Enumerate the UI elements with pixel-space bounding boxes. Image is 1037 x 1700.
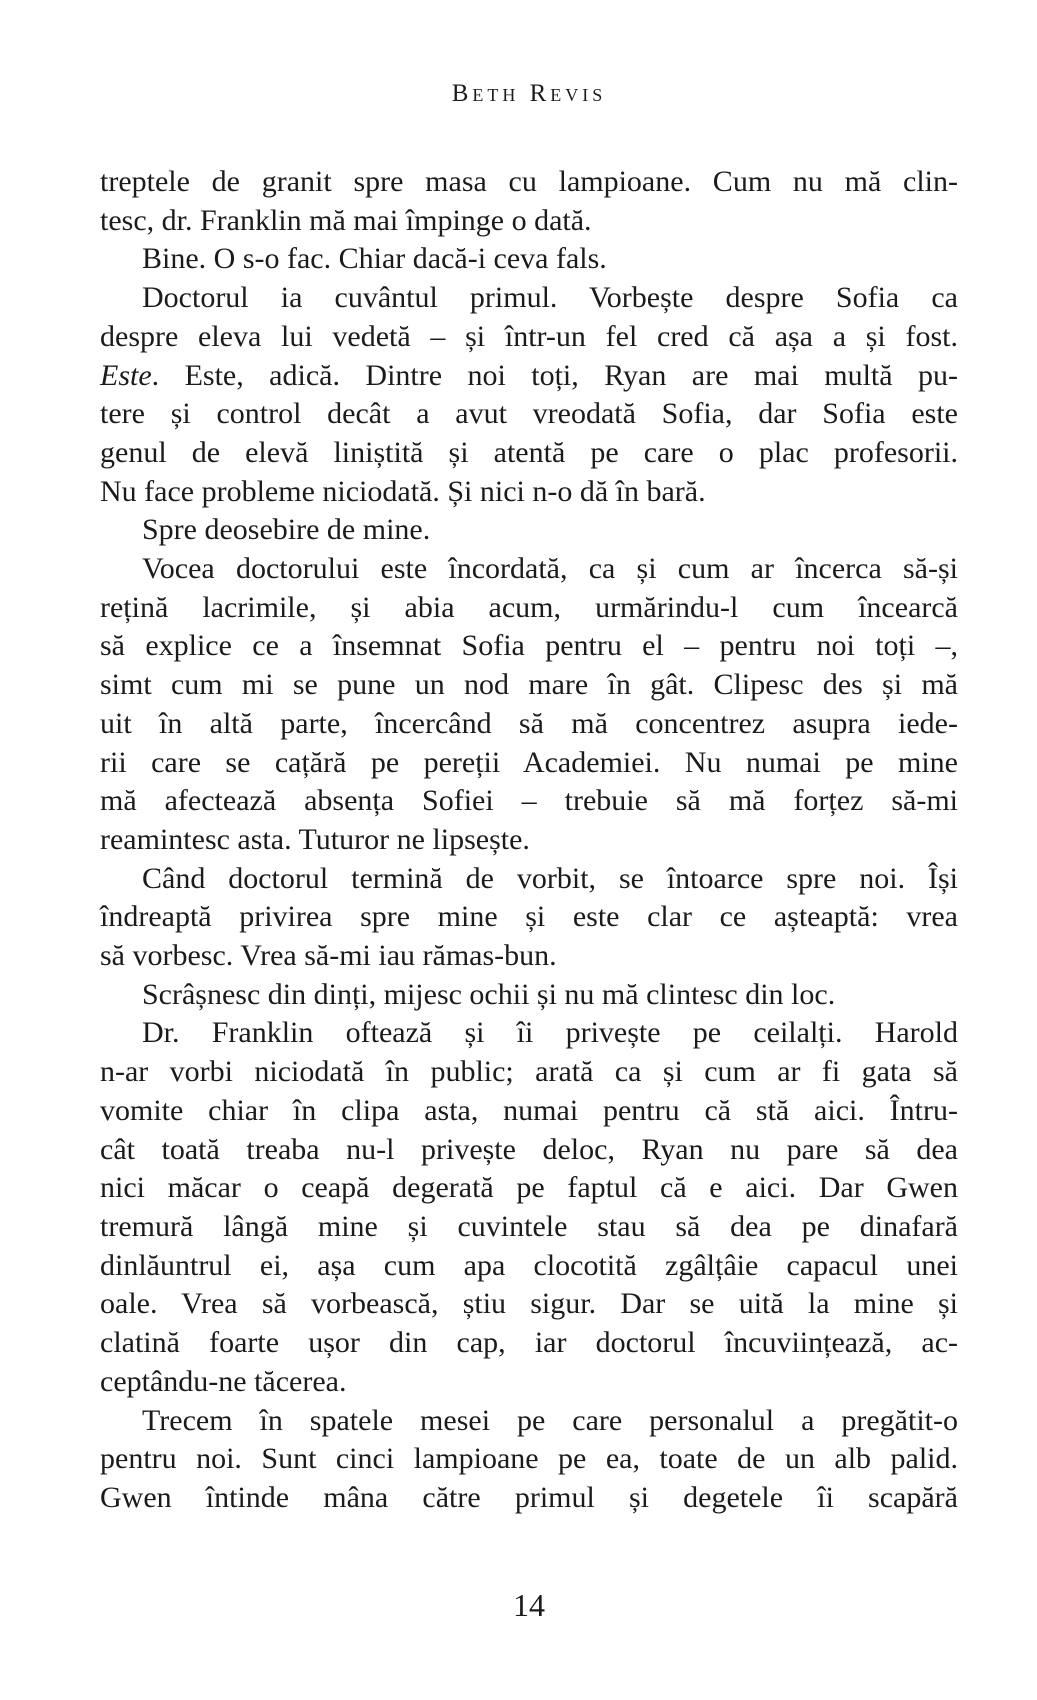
text-line [100, 666, 958, 705]
text-line [100, 744, 958, 783]
text-line [100, 202, 958, 241]
text-segment: uit în altă parte, încercând să mă concentrez asupra iede- [100, 706, 958, 740]
text-segment: Spre deosebire de mine. [142, 513, 431, 547]
text-segment: Dr. Franklin oftează și îi privește pe ceilalți. Harold [142, 1016, 958, 1050]
text-segment: mă afectează absența Sofiei – trebuie să mă forțez să-mi [100, 784, 958, 818]
text-line [100, 1131, 958, 1170]
text-segment: simt cum mi se pune un nod mare în gât. Clipesc des și mă [100, 668, 958, 702]
text-line [100, 782, 958, 821]
text-segment: tere și control decât a avut vreodată Sofia, dar Sofia este [100, 397, 958, 431]
text-line [100, 1363, 958, 1402]
text-line [100, 550, 958, 589]
text-line [100, 163, 958, 202]
text-line [100, 511, 958, 550]
italic-text-segment: Este [100, 358, 152, 392]
text-line [100, 1169, 958, 1208]
text-line [100, 821, 958, 860]
text-line [100, 860, 958, 899]
text-segment: clatină foarte ușor din cap, iar doctorul încuviințează, ac- [100, 1326, 958, 1360]
text-segment: reamintesc asta. Tuturor ne lipsește. [100, 822, 530, 856]
text-line [100, 357, 958, 396]
text-line [100, 1440, 958, 1479]
text-line [100, 589, 958, 628]
text-line [100, 1285, 958, 1324]
text-segment: vomite chiar în clipa asta, numai pentru că stă aici. Întru- [100, 1093, 958, 1127]
text-line [100, 1402, 958, 1441]
text-line [100, 395, 958, 434]
text-segment: Trecem în spatele mesei pe care personalul a pregătit-o [142, 1403, 958, 1437]
text-segment: n-ar vorbi niciodată în public; arată ca și cum ar fi gata să [100, 1055, 958, 1089]
text-segment: treptele de granit spre masa cu lampioane. Cum nu mă clin- [100, 165, 958, 198]
text-segment: Gwen întinde mâna către primul și degetele îi scapără [100, 1480, 958, 1514]
text-segment: tremură lângă mine și cuvintele stau să dea pe dinafară [100, 1209, 958, 1243]
text-line [100, 937, 958, 976]
text-segment: . Este, adică. Dintre noi toți, Ryan are mai multă pu- [151, 358, 958, 392]
text-segment: Bine. O s-o fac. Chiar dacă-i ceva fals. [142, 242, 607, 276]
body-text [100, 163, 958, 1518]
text-line [100, 1208, 958, 1247]
text-line [100, 627, 958, 666]
text-line [100, 1014, 958, 1053]
text-line [100, 1092, 958, 1131]
text-segment: despre eleva lui vedetă – și într-un fel cred că așa a și fost. [100, 319, 958, 353]
text-segment: rii care se cațără pe pereții Academiei. Nu numai pe mine [100, 745, 958, 779]
text-segment: îndreaptă privirea spre mine și este clar ce așteaptă: vrea [100, 900, 958, 934]
text-segment: nici măcar o ceapă degerată pe faptul că e aici. Dar Gwen [100, 1171, 958, 1205]
text-segment: să explice ce a însemnat Sofia pentru el – pentru noi toți –, [100, 629, 958, 663]
text-line [100, 898, 958, 937]
text-segment: Când doctorul termină de vorbit, se întoarce spre noi. Își [142, 861, 958, 895]
text-line [100, 1479, 958, 1518]
text-line [100, 1324, 958, 1363]
text-line [100, 434, 958, 473]
text-segment: oale. Vrea să vorbească, știu sigur. Dar se uită la mine și [100, 1287, 958, 1321]
text-line [100, 976, 958, 1015]
text-segment: Nu face probleme niciodată. Și nici n-o dă în bară. [100, 474, 706, 508]
page-number: 14 [513, 1587, 545, 1623]
text-line [100, 473, 958, 512]
text-line [100, 1247, 958, 1286]
text-segment: rețină lacrimile, și abia acum, urmărindu-l cum încearcă [100, 590, 958, 624]
text-segment: să vorbesc. Vrea să-mi iau rămas-bun. [100, 939, 557, 973]
text-line [100, 240, 958, 279]
running-header: Beth Revis [451, 80, 607, 107]
text-segment: genul de elevă liniștită și atentă pe care o plac profesorii. [100, 435, 958, 469]
text-segment: pentru noi. Sunt cinci lampioane pe ea, toate de un alb palid. [100, 1442, 958, 1476]
text-segment: tesc, dr. Franklin mă mai împinge o dată. [100, 203, 592, 237]
text-segment: Scrâșnesc din dinți, mijesc ochii și nu mă clintesc din loc. [142, 977, 836, 1011]
text-segment: ceptându-ne tăcerea. [100, 1364, 347, 1398]
text-line [100, 279, 958, 318]
text-line [100, 1053, 958, 1092]
text-line [100, 318, 958, 357]
text-segment: Vocea doctorului este încordată, ca și cum ar încerca să-și [142, 552, 958, 586]
text-segment: cât toată treaba nu-l privește deloc, Ryan nu pare să dea [100, 1132, 958, 1166]
text-segment: Doctorul ia cuvântul primul. Vorbește despre Sofia ca [142, 281, 958, 315]
text-line [100, 705, 958, 744]
text-segment: dinlăuntrul ei, așa cum apa clocotită zgâlțâie capacul unei [100, 1248, 958, 1282]
